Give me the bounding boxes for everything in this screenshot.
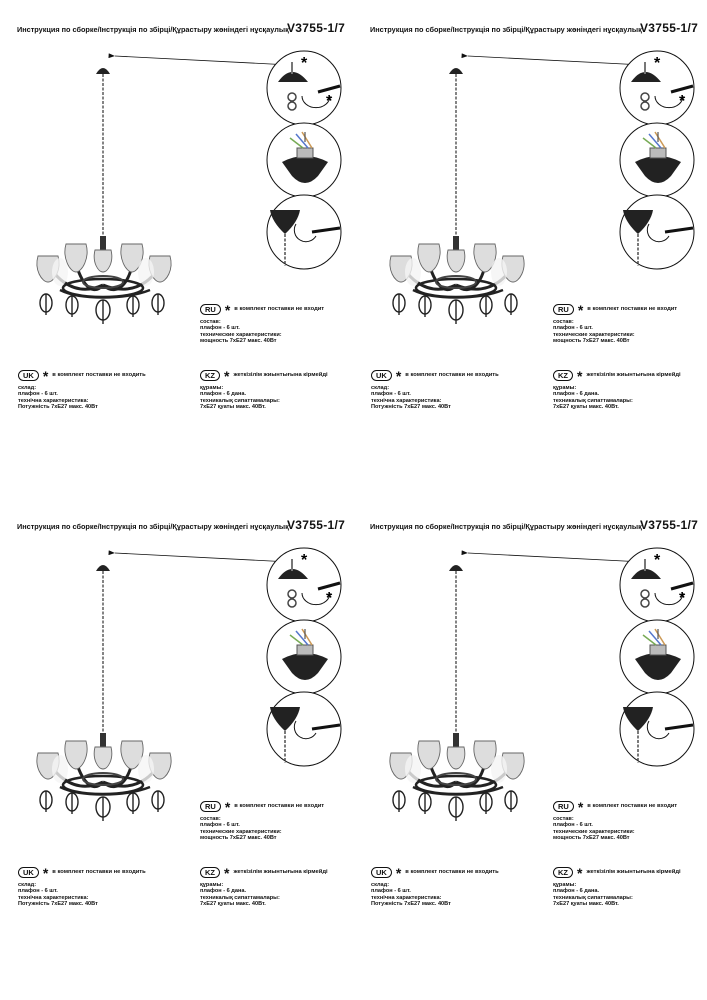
model-number: V3755-1/7 [287, 518, 346, 532]
asterisk-icon: * [224, 301, 231, 318]
kz-line: плафон - 6 дана. [553, 391, 600, 398]
uk-line: склад: [371, 385, 390, 391]
pointer-arrow [115, 553, 290, 562]
asterisk-icon: * [42, 864, 49, 881]
asterisk-icon: * [224, 864, 230, 881]
canopy-mount-step-icon [620, 195, 694, 269]
assembly-illustration [0, 497, 354, 997]
asterisk-icon: * [577, 798, 584, 815]
kz-not-included-note: жеткізілім жиынтығына кірмейді [586, 869, 681, 876]
ru-language-badge: RU [200, 304, 221, 315]
ru-language-badge: RU [553, 304, 574, 315]
sheet-title: Инструкция по сборке/Інструкція по збірці/Құрастыру жөніндегі нұсқаулық [370, 25, 642, 34]
ru-not-included-note: в комплект поставки не входит [234, 306, 325, 313]
ru-not-included-note: в комплект поставки не входит [587, 803, 678, 810]
ru-section [553, 301, 678, 345]
uk-language-badge: UK [18, 867, 39, 878]
kz-section [553, 864, 681, 908]
kz-line: құрамы: [200, 882, 224, 888]
ru-not-included-note: в комплект поставки не входит [234, 803, 325, 810]
uk-not-included-note: в комплект поставки не входить [52, 869, 146, 876]
asterisk-icon: * [577, 301, 584, 318]
pointer-arrow [115, 56, 290, 65]
uk-line: склад: [371, 882, 390, 888]
kz-line: 7хЕ27 қуаты макс. 40Вт. [553, 901, 619, 908]
kz-language-badge: KZ [553, 370, 573, 381]
model-number: V3755-1/7 [287, 21, 346, 35]
model-number: V3755-1/7 [640, 21, 699, 35]
kz-line: техникалық сипаттамалары: [553, 894, 633, 901]
uk-section [18, 864, 146, 908]
kz-line: плафон - 6 дана. [553, 888, 600, 895]
sheet-title: Инструкция по сборке/Інструкція по збірці/Құрастыру жөніндегі нұсқаулық [17, 25, 289, 34]
uk-line: плафон - 6 шт. [371, 888, 411, 895]
pointer-arrow [468, 56, 643, 65]
kz-line: 7хЕ27 қуаты макс. 40Вт. [200, 404, 266, 411]
ru-line: технические характеристики: [200, 331, 282, 338]
asterisk-icon: * [326, 93, 333, 110]
kz-line: 7хЕ27 қуаты макс. 40Вт. [200, 901, 266, 908]
ru-not-included-note: в комплект поставки не входит [587, 306, 678, 313]
ru-language-badge: RU [553, 801, 574, 812]
model-number: V3755-1/7 [640, 518, 699, 532]
uk-language-badge: UK [371, 370, 392, 381]
ru-line: технические характеристики: [200, 828, 282, 835]
kz-line: техникалық сипаттамалары: [200, 397, 280, 404]
ru-line: плафон - 6 шт. [553, 325, 593, 332]
instruction-sheet [0, 497, 354, 997]
ru-line: мощность 7хЕ27 макс. 40Вт [200, 338, 277, 345]
kz-line: техникалық сипаттамалары: [200, 894, 280, 901]
asterisk-icon: * [654, 552, 661, 569]
uk-line: плафон - 6 шт. [371, 391, 411, 398]
asterisk-icon: * [395, 367, 402, 384]
assembly-illustration [353, 0, 707, 500]
ru-language-badge: RU [200, 801, 221, 812]
uk-section [18, 367, 146, 411]
uk-language-badge: UK [371, 867, 392, 878]
uk-line: Потужність 7хЕ27 макс. 40Вт [371, 404, 451, 411]
ru-section [200, 301, 325, 345]
asterisk-icon: * [301, 55, 308, 72]
asterisk-icon: * [224, 798, 231, 815]
uk-line: склад: [18, 882, 37, 888]
uk-line: Потужність 7хЕ27 макс. 40Вт [18, 901, 98, 908]
ru-line: плафон - 6 шт. [200, 822, 240, 829]
asterisk-icon: * [224, 367, 230, 384]
uk-line: плафон - 6 шт. [18, 888, 58, 895]
uk-not-included-note: в комплект поставки не входить [52, 372, 146, 379]
instruction-sheet [0, 0, 354, 500]
assembly-illustration [353, 497, 707, 997]
uk-not-included-note: в комплект поставки не входить [405, 869, 499, 876]
ru-line: технические характеристики: [553, 828, 635, 835]
asterisk-icon: * [326, 590, 333, 607]
ru-line: технические характеристики: [553, 331, 635, 338]
chandelier-drawing [390, 68, 524, 324]
uk-line: технічна характеристика: [371, 894, 442, 901]
ru-line: состав: [200, 319, 221, 325]
uk-line: технічна характеристика: [371, 397, 442, 404]
canopy-mount-step-icon [267, 692, 341, 766]
asterisk-icon: * [395, 864, 402, 881]
ru-line: состав: [200, 816, 221, 822]
uk-line: склад: [18, 385, 37, 391]
uk-line: плафон - 6 шт. [18, 391, 58, 398]
ru-line: мощность 7хЕ27 макс. 40Вт [200, 835, 277, 842]
asterisk-icon: * [301, 552, 308, 569]
uk-not-included-note: в комплект поставки не входить [405, 372, 499, 379]
kz-not-included-note: жеткізілім жиынтығына кірмейді [233, 372, 328, 379]
asterisk-icon: * [679, 93, 686, 110]
kz-line: құрамы: [200, 385, 224, 391]
instruction-sheet [353, 497, 707, 997]
kz-line: плафон - 6 дана. [200, 391, 247, 398]
asterisk-icon: * [679, 590, 686, 607]
assembly-illustration [0, 0, 354, 500]
sheet-title: Инструкция по сборке/Інструкція по збірці/Құрастыру жөніндегі нұсқаулық [17, 522, 289, 531]
kz-line: плафон - 6 дана. [200, 888, 247, 895]
pointer-arrow [468, 553, 643, 562]
ru-line: плафон - 6 шт. [553, 822, 593, 829]
kz-line: құрамы: [553, 385, 577, 391]
chandelier-drawing [37, 68, 171, 324]
canopy-mount-step-icon [267, 195, 341, 269]
wiring-step-icon [620, 620, 694, 694]
kz-language-badge: KZ [200, 867, 220, 878]
asterisk-icon: * [577, 864, 583, 881]
wiring-step-icon [620, 123, 694, 197]
uk-line: Потужність 7хЕ27 макс. 40Вт [371, 901, 451, 908]
uk-language-badge: UK [18, 370, 39, 381]
ru-section [553, 798, 678, 842]
uk-section [371, 864, 499, 908]
kz-line: 7хЕ27 қуаты макс. 40Вт. [553, 404, 619, 411]
uk-line: Потужність 7хЕ27 макс. 40Вт [18, 404, 98, 411]
ru-line: состав: [553, 816, 574, 822]
wiring-step-icon [267, 123, 341, 197]
kz-not-included-note: жеткізілім жиынтығына кірмейді [586, 372, 681, 379]
wiring-step-icon [267, 620, 341, 694]
kz-language-badge: KZ [200, 370, 220, 381]
canopy-mount-step-icon [620, 692, 694, 766]
ru-line: мощность 7хЕ27 макс. 40Вт [553, 835, 630, 842]
kz-section [200, 864, 328, 908]
uk-line: технічна характеристика: [18, 397, 89, 404]
ru-section [200, 798, 325, 842]
ru-line: мощность 7хЕ27 макс. 40Вт [553, 338, 630, 345]
asterisk-icon: * [654, 55, 661, 72]
asterisk-icon: * [577, 367, 583, 384]
kz-not-included-note: жеткізілім жиынтығына кірмейді [233, 869, 328, 876]
asterisk-icon: * [42, 367, 49, 384]
uk-section [371, 367, 499, 411]
chandelier-drawing [390, 565, 524, 821]
ru-line: плафон - 6 шт. [200, 325, 240, 332]
chandelier-drawing [37, 565, 171, 821]
kz-section [200, 367, 328, 411]
instruction-sheet [353, 0, 707, 500]
ru-line: состав: [553, 319, 574, 325]
kz-language-badge: KZ [553, 867, 573, 878]
sheet-title: Инструкция по сборке/Інструкція по збірці/Құрастыру жөніндегі нұсқаулық [370, 522, 642, 531]
kz-line: техникалық сипаттамалары: [553, 397, 633, 404]
uk-line: технічна характеристика: [18, 894, 89, 901]
kz-line: құрамы: [553, 882, 577, 888]
kz-section [553, 367, 681, 411]
